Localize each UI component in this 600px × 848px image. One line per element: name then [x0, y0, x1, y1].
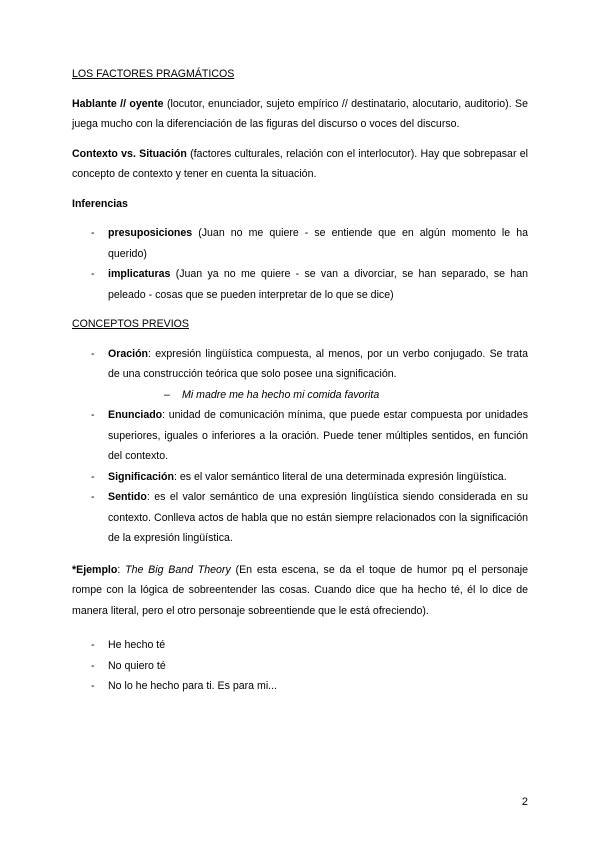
dialogue-line: - He hecho té: [72, 635, 528, 656]
conceptos-list: [72, 344, 528, 549]
paragraph-text: (locutor, enunciador, sujeto empírico // destinatario, alocutario, auditorio). Se juega mucho con la diferenciación de las figuras del discurso o voces del discurso.: [72, 97, 528, 130]
list-item-text: : unidad de comunicación mínima, que puede estar compuesta por unidades superiores, iguales o inferiores a la oración. Puede tener múltiples sentidos, en función del contexto.: [108, 409, 528, 462]
term-implicaturas: implicaturas: [108, 268, 171, 280]
list-item-significacion: [72, 467, 528, 488]
list-item-presuposiciones: [72, 223, 528, 264]
list-item-text: (Juan ya no me quiere - se van a divorciar, se han separado, se han peleado - cosas que se pueden interpretar de lo que se dice): [108, 268, 528, 301]
section-heading-conceptos: CONCEPTOS PREVIOS: [72, 318, 189, 330]
paragraph-text: (En esta escena, se da el toque de humor pq el personaje rompe con la lógica de sobreentender las cosas. Cuando dice que ha hecho té, él lo dice de manera literal, pero el otro personaje sobreentiende que le está ofreciendo).: [72, 563, 529, 617]
ejemplo-title: The Big Band Theory: [125, 563, 231, 576]
paragraph-contexto-situacion: [72, 144, 528, 185]
paragraph-ejemplo: [72, 560, 528, 622]
ejemplo-label: *Ejemplo: [72, 563, 118, 576]
ejemplo-separator: :: [117, 563, 126, 576]
list-item-sentido: [72, 487, 528, 549]
paragraph-text: (factores culturales, relación con el interlocutor). Hay que sobrepasar el concepto de contexto y tener en cuenta la situación.: [72, 147, 528, 180]
term-oracion: Oración: [108, 347, 149, 360]
term-hablante-oyente: Hablante // oyente: [72, 97, 164, 110]
document-page: [72, 64, 528, 697]
list-item-text: (Juan no me quiere - se entiende que en algún momento le ha querido): [108, 227, 528, 260]
list-item-enunciado: [72, 405, 528, 467]
example-sentence: – Mi madre me ha hecho mi comida favorita: [108, 385, 528, 406]
term-enunciado: Enunciado: [108, 409, 163, 421]
paragraph-hablante-oyente: [72, 94, 528, 135]
term-presuposiciones: presuposiciones: [108, 227, 193, 239]
oracion-example-list: [108, 385, 528, 406]
list-item-oracion: [72, 344, 528, 406]
list-item-implicaturas: [72, 264, 528, 305]
dialogue-line: - No quiero té: [72, 656, 528, 677]
term-sentido: Sentido: [108, 491, 147, 503]
subheading-inferencias: Inferencias: [72, 197, 128, 210]
inferencias-list: [72, 223, 528, 305]
dialogue-line: - No lo he hecho para ti. Es para mi...: [72, 676, 528, 697]
list-item-text: : expresión lingüística compuesta, al menos, por un verbo conjugado. Se trata de una construcción teórica que solo posee una significación.: [108, 347, 528, 380]
section-heading-factores: LOS FACTORES PRAGMÁTICOS: [72, 68, 235, 80]
list-item-text: : es el valor semántico literal de una determinada expresión lingüística.: [173, 470, 507, 483]
page-number: 2: [521, 796, 528, 808]
dialogue-list: [72, 635, 528, 697]
term-significacion: Significación: [108, 470, 174, 483]
term-contexto-situacion: Contexto vs. Situación: [72, 147, 187, 160]
list-item-text: : es el valor semántico de una expresión lingüística siendo considerada en su contexto. Conlleva actos de habla que no están siempre relacionados con la significación de la expresión lingüística.: [108, 491, 528, 544]
